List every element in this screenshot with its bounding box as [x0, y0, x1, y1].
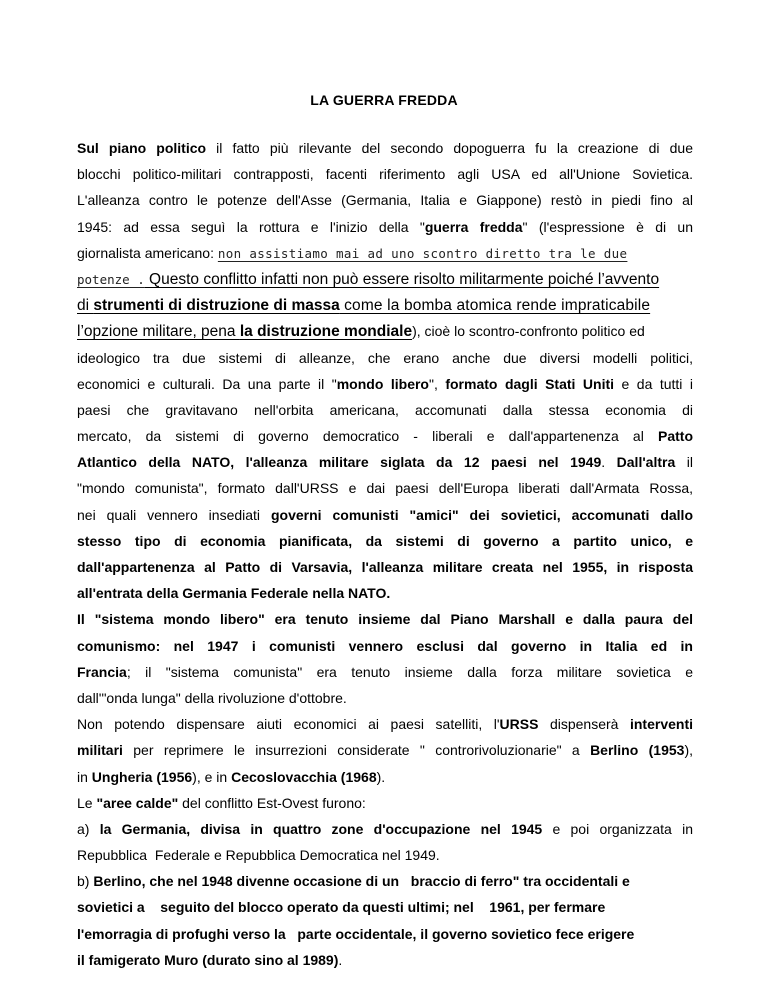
text-line: paesi che gravitavano nell'orbita americana, accomunati dalla stessa economia di: [77, 401, 693, 418]
bold-text: URSS: [499, 716, 539, 733]
text-line: Il "sistema mondo libero" era tenuto insieme dal Piano Marshall e dalla paura del: [77, 611, 693, 628]
text-line: ideologico tra due sistemi di alleanze, che erano anche due diversi modelli politici,: [77, 349, 693, 366]
text-line: dall'"onda lunga" della rivoluzione d'ottobre.: [77, 689, 347, 706]
text-line: [77, 449, 693, 475]
text-line: l'emorragia di profughi verso la parte occidentale, il governo sovietico fece erigere: [77, 925, 635, 942]
text-line: [77, 214, 693, 240]
text-line: [77, 135, 693, 161]
text-line: stesso tipo di economia pianificata, da sistemi di governo a partito unico, e: [77, 532, 693, 549]
underlined-text: Questo conflitto infatti non può essere risolto militarmente poiché l’avvento: [144, 270, 660, 288]
text-span: Non potendo dispensare aiuti economici ai paesi satelliti, l': [77, 716, 500, 733]
text-line: [77, 318, 693, 344]
bold-text: la Germania, divisa in quattro zone d'occupazione nel 1945: [99, 820, 543, 837]
text-line: sovietici a seguito del blocco operato da questi ultimi; nel 1961, per fermare: [77, 899, 606, 916]
text-span: mercato, da sistemi di governo democratico - liberali e dall'appartenenza al: [77, 428, 658, 445]
text-line: Repubblica Federale e Repubblica Democratica nel 1949.: [77, 847, 440, 864]
text-span: ",: [428, 375, 446, 392]
text-span: nei quali vennero insediati: [77, 506, 271, 523]
bold-text: guerra fredda: [424, 218, 523, 235]
text-line: L'alleanza contro le potenze dell'Asse (Germania, Italia e Giappone) restò in piedi fino al: [77, 192, 693, 209]
text-span: giornalista americano:: [77, 244, 218, 261]
text-span: economici e culturali. Da una parte il ": [77, 375, 337, 392]
text-line: [77, 868, 693, 894]
underlined-text: l’opzione militare, pena: [77, 323, 240, 341]
text-line: [77, 240, 693, 266]
text-span: del conflitto Est-Ovest furono:: [178, 794, 366, 811]
text-span: ), e in: [192, 768, 232, 785]
text-line: [77, 947, 693, 973]
text-span: dispenserà: [538, 716, 630, 733]
bold-text: interventi: [629, 716, 693, 733]
text-line: [77, 371, 693, 397]
document-body: [77, 135, 693, 973]
bold-text: militari: [77, 742, 123, 759]
text-span: b): [77, 873, 94, 890]
text-span: e poi organizzata in: [542, 820, 693, 837]
text-span: il fatto più rilevante del secondo dopoguerra fu la creazione di due: [206, 140, 693, 156]
text-span: per reprimere le insurrezioni considerate " controrivoluzionarie" a: [122, 742, 591, 759]
text-line: [77, 816, 693, 842]
bold-text: il famigerato Muro (durato sino al 1989): [77, 951, 339, 968]
text-span: Le: [77, 794, 97, 811]
text-line: [77, 737, 693, 763]
text-line: [77, 711, 693, 737]
text-line: [77, 502, 693, 528]
bold-text: governi comunisti "amici" dei sovietici, accomunati dallo: [270, 506, 693, 523]
text-line: "mondo comunista", formato dall'URSS e dai paesi dell'Europa liberati dall'Armata Rossa,: [77, 480, 693, 497]
bold-text: formato dagli Stati Uniti: [445, 375, 615, 392]
text-line: [77, 659, 693, 685]
text-line: [77, 423, 693, 449]
text-line: blocchi politico-militari contrapposti, facenti riferimento agli USA ed all'Unione Sovietica.: [77, 166, 693, 183]
underlined-text: come la bomba atomica rende impraticabile: [339, 297, 651, 315]
text-span: .: [601, 454, 617, 471]
text-span: ), cioè lo scontro-confronto politico ed: [412, 323, 645, 340]
text-span: e da tutti i: [614, 375, 694, 392]
bold-text: Ungheria (1956: [91, 768, 193, 785]
bold-text: Berlino, che nel 1948 divenne occasione di un braccio di ferro" tra occidentali e: [93, 873, 630, 890]
bold-text: Atlantico della NATO, l'alleanza militare siglata da 12 paesi nel 1949: [77, 454, 602, 471]
text-span: ; il "sistema comunista" era tenuto insieme dalla forza militare sovietica e: [126, 663, 693, 680]
bold-text: Cecoslovacchia (1968: [231, 768, 377, 785]
underlined-text: di: [77, 297, 94, 315]
text-span: ),: [684, 742, 693, 759]
bold-underlined-text: la distruzione mondiale: [239, 323, 413, 341]
text-line: [77, 790, 693, 816]
text-span: 1945: ad essa seguì la rottura e l'inizio della ": [77, 218, 425, 235]
bold-text: Francia: [77, 663, 127, 680]
monospace-text: potenze .: [77, 271, 145, 287]
text-span: .: [338, 951, 343, 968]
text-line: [77, 266, 693, 292]
bold-underlined-text: strumenti di distruzione di massa: [93, 297, 340, 315]
monospace-text: non assistiamo mai ad uno scontro diretto tra le due: [217, 245, 628, 261]
bold-text: Dall'altra: [616, 454, 676, 471]
bold-text: Sul piano politico: [77, 140, 207, 156]
text-line: comunismo: nel 1947 i comunisti vennero esclusi dal governo in Italia ed in: [77, 637, 693, 654]
text-line: [77, 764, 693, 790]
text-line: [77, 292, 693, 318]
text-span: il: [675, 454, 693, 471]
text-line: dall'appartenenza al Patto di Varsavia, l'alleanza militare creata nel 1955, in risposta: [77, 559, 693, 575]
text-line: all'entrata della Germania Federale nella NATO.: [77, 585, 391, 602]
bold-text: Patto: [658, 428, 693, 445]
text-span: ).: [376, 768, 386, 785]
bold-text: "aree calde": [96, 794, 179, 811]
text-span: a): [77, 820, 100, 837]
bold-text: mondo libero: [336, 375, 429, 392]
document-title: LA GUERRA FREDDA: [310, 92, 458, 108]
bold-text: Berlino (1953: [590, 742, 685, 759]
text-span: in: [77, 768, 92, 785]
text-span: " (l'espressione è di un: [522, 218, 694, 235]
